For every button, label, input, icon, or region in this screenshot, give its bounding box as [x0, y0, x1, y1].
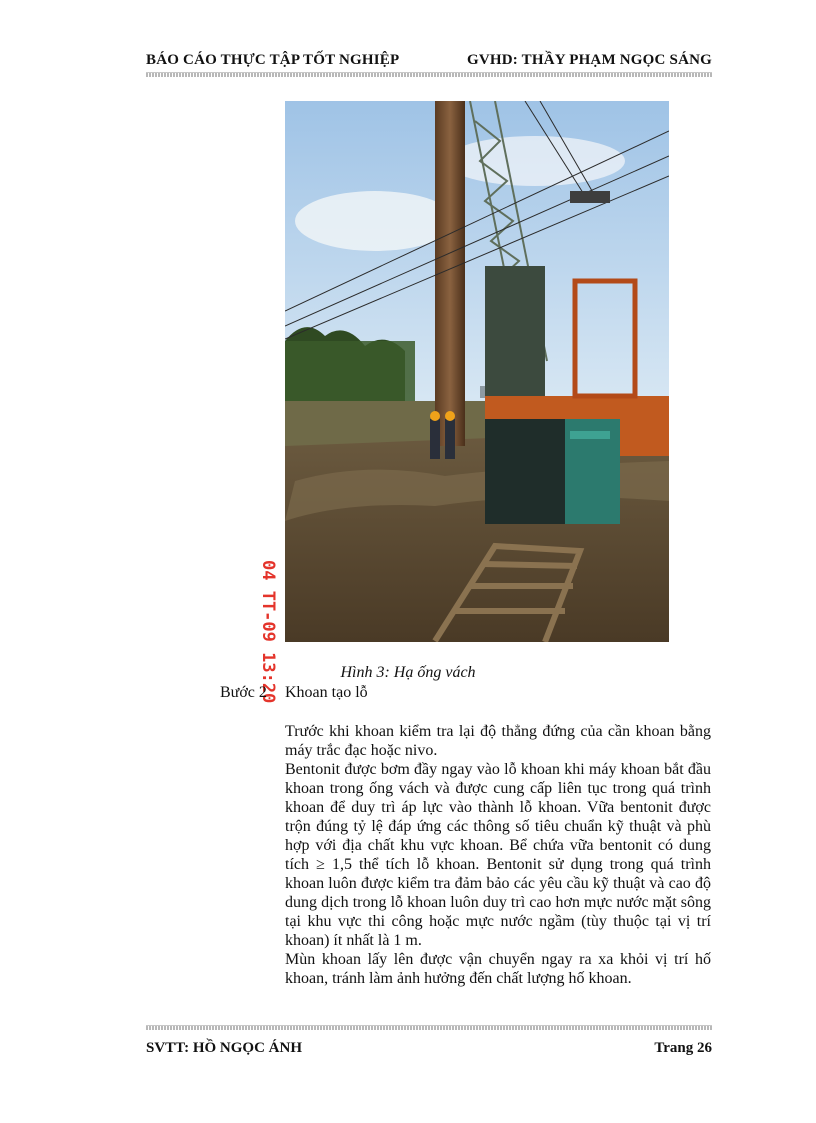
- construction-photo: [285, 101, 669, 642]
- page-number: Trang 26: [654, 1040, 712, 1056]
- footer-divider: [146, 1025, 712, 1030]
- paragraph-1: Trước khi khoan kiểm tra lại độ thẳng đứng của cần khoan bằng máy trắc đạc hoặc nivo.: [285, 723, 711, 759]
- photo-date-stamp: 04 TT-09 13:20: [258, 560, 278, 704]
- supervisor-name: GVHD: THẦY PHẠM NGỌC SÁNG: [467, 52, 712, 68]
- page-header: [146, 52, 712, 69]
- step-title: Khoan tạo lỗ: [285, 684, 368, 701]
- page-footer: [146, 1040, 712, 1057]
- step-number: Bước 2: [220, 684, 267, 701]
- student-name: SVTT: HỒ NGỌC ÁNH: [146, 1040, 302, 1056]
- body-text: [285, 722, 711, 988]
- report-title: BÁO CÁO THỰC TẬP TỐT NGHIỆP: [146, 52, 400, 68]
- figure-caption: Hình 3: Hạ ống vách: [340, 664, 476, 681]
- paragraph-2: Bentonit được bơm đầy ngay vào lỗ khoan khi máy khoan bắt đầu khoan trong ống vách và được cung cấp liên tục trong quá trình khoan để duy trì áp lực vào thành lỗ khoan. Vữa bentonit được trộn đúng tỷ lệ đáp ứng các thông số tiêu chuẩn kỹ thuật và phù hợp với địa chất khu vực khoan. Bể chứa vữa bentonit có dung tích ≥ 1,5 thể tích lỗ khoan. Bentonit sử dụng trong quá trình khoan luôn được kiểm tra đảm bảo các yêu cầu kỹ thuật và cao độ dung dịch trong lỗ khoan luôn duy trì cao hơn mực nước mặt sông tại khu vực thi công hoặc mực nước ngầm (tùy thuộc tại vị trí khoan) ít nhất là 1 m.: [285, 761, 711, 949]
- header-divider: [146, 72, 712, 77]
- paragraph-3: Mùn khoan lấy lên được vận chuyển ngay ra xa khỏi vị trí hố khoan, tránh làm ảnh hưởng đến chất lượng hố khoan.: [285, 951, 711, 987]
